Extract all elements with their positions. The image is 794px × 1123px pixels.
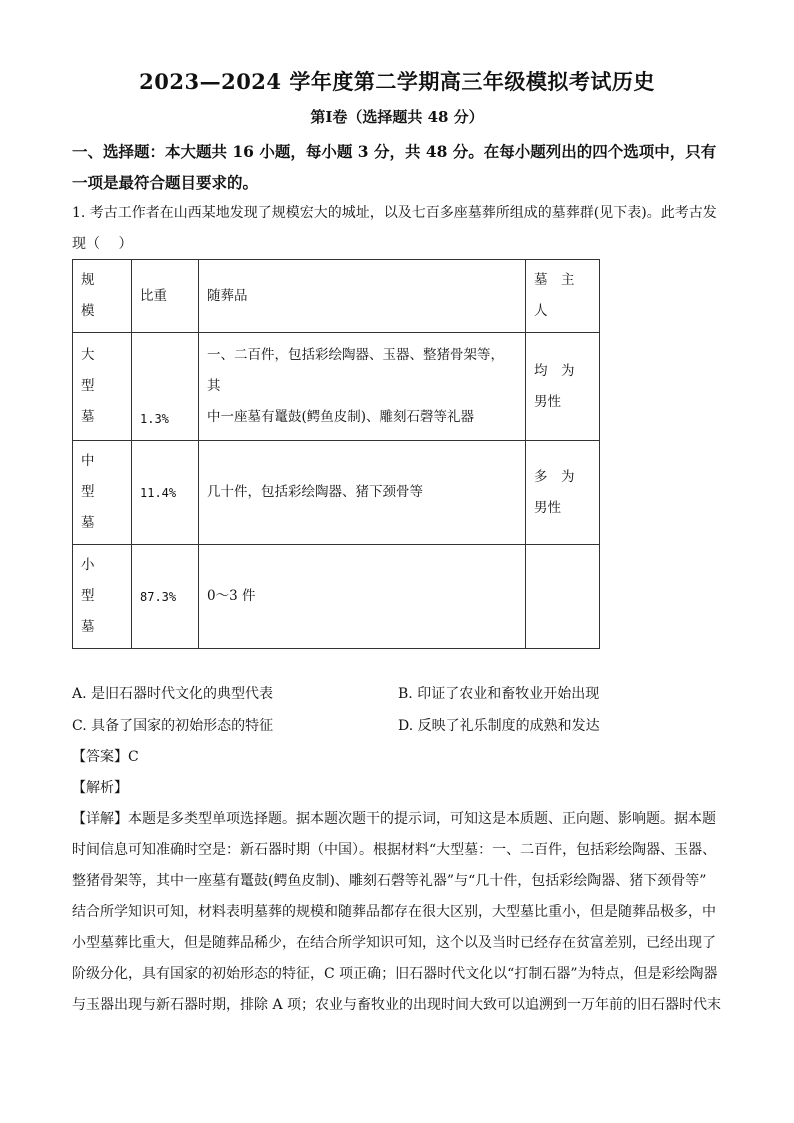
option-d[interactable]: D. 反映了礼乐制度的成熟和发达 xyxy=(398,718,600,734)
explanation-line: 整猪骨架等，其中一座墓有鼍鼓(鳄鱼皮制)、雕刻石磬等礼器”与“几十件，包括彩绘陶器、猪下颈骨等” xyxy=(72,873,707,889)
cell-ratio: 87.3% xyxy=(132,545,199,649)
header-owner: 墓 主 人 xyxy=(526,260,600,333)
explanation-line: 与玉器出现与新石器时期，排除 A 项；农业与畜牧业的出现时间大致可以追溯到一万年前的旧石器时代末 xyxy=(72,997,722,1013)
option-a[interactable]: A. 是旧石器时代文化的典型代表 xyxy=(72,686,274,702)
exam-title: 2023—2024 学年度第二学期高三年级模拟考试历史 xyxy=(139,69,655,94)
cell-owner: 多 为 男性 xyxy=(526,441,600,545)
cell-scale: 大 型 墓 xyxy=(73,333,132,441)
detailed-explanation xyxy=(72,804,726,1021)
question-stem-line: 现（ ） xyxy=(72,236,133,252)
cell-ratio: 11.4% xyxy=(132,441,199,545)
section-heading-line: 一、选择题：本大题共 16 小题，每小题 3 分，共 48 分。在每小题列出的四个选项中，只有 xyxy=(72,142,717,161)
part-subtitle: 第Ⅰ卷（选择题共 48 分） xyxy=(310,108,484,126)
table-row xyxy=(73,545,600,649)
cell-owner xyxy=(526,545,600,649)
cell-goods: 0～3 件 xyxy=(199,545,526,649)
explanation-line: 结合所学知识可知，材料表明墓葬的规模和随葬品都存在很大区别，大型墓比重小，但是随葬品极多，中 xyxy=(72,904,716,920)
tomb-table xyxy=(72,259,600,649)
option-b[interactable]: B. 印证了农业和畜牧业开始出现 xyxy=(398,686,600,702)
explanation-line: 小型墓葬比重大，但是随葬品稀少，在结合所学知识可知，这个以及当时已经存在贫富差别，已经出现了 xyxy=(72,935,716,951)
table-header-row xyxy=(73,260,600,333)
cell-ratio: 1.3% xyxy=(132,333,199,441)
cell-owner: 均 为 男性 xyxy=(526,333,600,441)
explanation-line: 阶级分化，具有国家的初始形态的特征，C 项正确；旧石器时代文化以“打制石器”为特点，但是彩绘陶器 xyxy=(72,966,718,982)
analysis-label: 【解析】 xyxy=(72,780,128,796)
cell-goods: 几十件，包括彩绘陶器、猪下颈骨等 xyxy=(199,441,526,545)
section-heading xyxy=(72,136,732,198)
explanation-line: 时间信息可知准确时空是：新石器时期（中国）。根据材料“大型墓：一、二百件，包括彩绘陶器、玉器、 xyxy=(72,842,717,858)
cell-goods: 一、二百件，包括彩绘陶器、玉器、整猪骨架等， 其 中一座墓有鼍鼓(鳄鱼皮制)、雕刻石磬等礼器 xyxy=(199,333,526,441)
answer-line: 【答案】C xyxy=(72,749,139,765)
header-scale: 规 模 xyxy=(73,260,132,333)
question-stem xyxy=(72,198,732,260)
cell-scale: 中 型 墓 xyxy=(73,441,132,545)
explanation-line: 【详解】本题是多类型单项选择题。据本题次题干的提示词，可知这是本质题、正向题、影响题。据本题 xyxy=(72,811,716,827)
table-row xyxy=(73,441,600,545)
question-stem-line: 1. 考古工作者在山西某地发现了规模宏大的城址，以及七百多座墓葬所组成的墓葬群(见下表)。此考古发 xyxy=(72,205,717,221)
option-c[interactable]: C. 具备了国家的初始形态的特征 xyxy=(72,718,274,734)
header-ratio: 比重 xyxy=(132,260,199,333)
section-heading-line: 一项是最符合题目要求的。 xyxy=(72,173,259,192)
header-goods: 随葬品 xyxy=(199,260,526,333)
cell-scale: 小 型 墓 xyxy=(73,545,132,649)
table-row xyxy=(73,333,600,441)
